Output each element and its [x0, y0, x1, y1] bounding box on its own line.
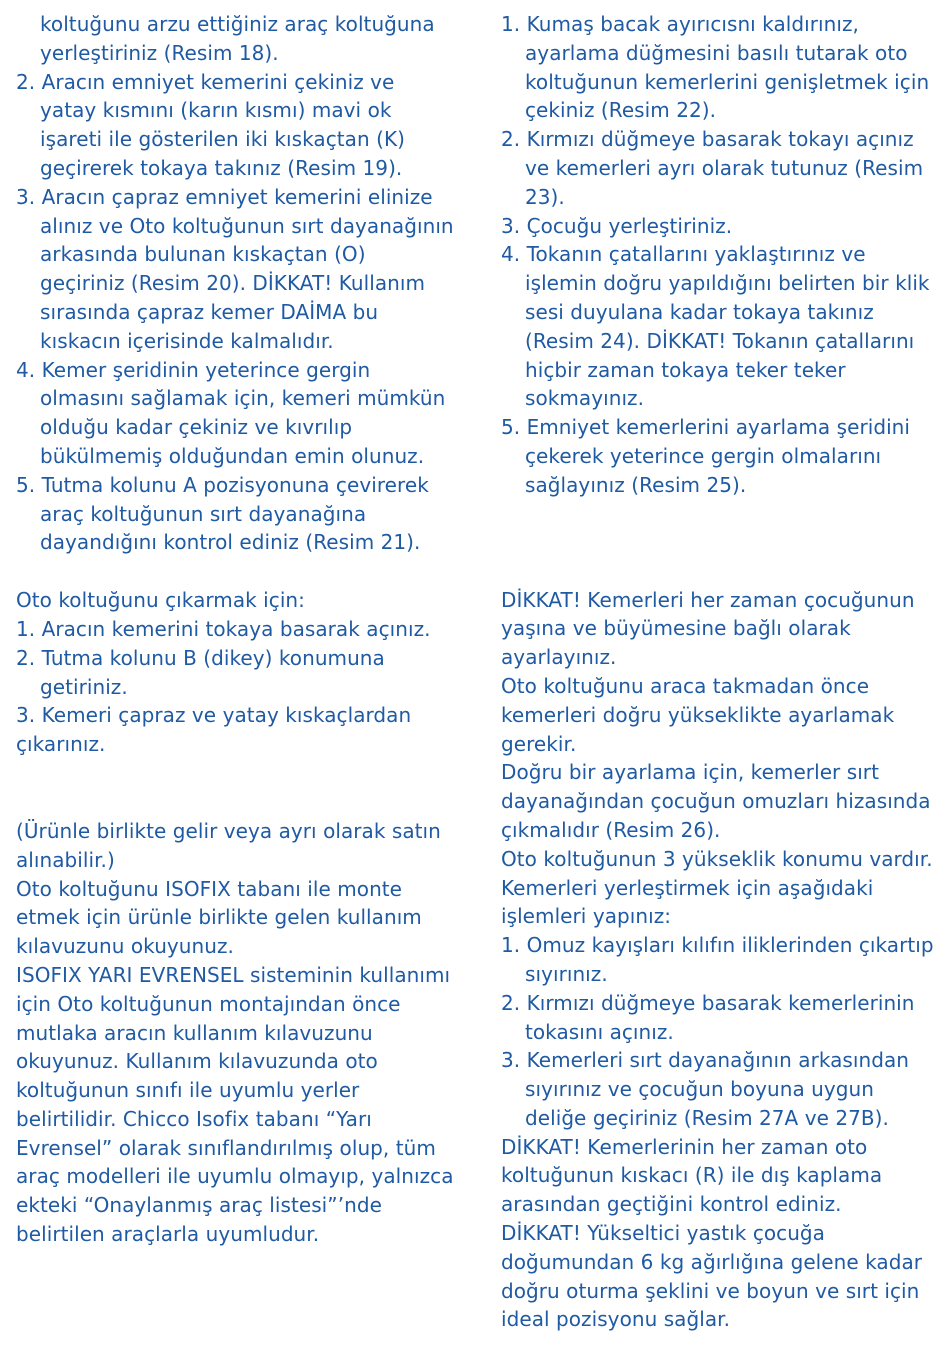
left-column [16, 10, 456, 1249]
list-item: 1. Aracın kemerini tokaya basarak açınız. [16, 616, 431, 641]
warning-paragraph: DİKKAT! Kemerlerinin her zaman oto koltuğunun kıskacı (R) ile dış kaplama arasından geçtiğini kontrol ediniz. [501, 1134, 883, 1217]
paragraph: Oto koltuğunu ISOFIX tabanı ile monte etmek için ürünle birlikte gelen kullanım kılavuzunu okuyunuz. [16, 876, 422, 959]
paragraph: DİKKAT! Kemerleri her zaman çocuğunun yaşına ve büyümesine bağlı olarak ayarlayınız. [501, 587, 915, 670]
list-item: 5. Tutma kolunu A pozisyonuna çevirerek araç koltuğunun sırt dayanağına dayandığını kontrol ediniz (Resim 21). [16, 472, 429, 555]
list-item: 2. Kırmızı düğmeye basarak kemerlerinin tokasını açınız. [501, 990, 915, 1044]
paragraph: (Ürünle birlikte gelir veya ayrı olarak satın alınabilir.) [16, 818, 441, 872]
list-item: 2. Tutma kolunu B (dikey) konumuna getiriniz. [16, 645, 385, 699]
paragraph: Doğru bir ayarlama için, kemerler sırt dayanağından çocuğun omuzları hizasında çıkmalıdır (Resim 26). [501, 760, 931, 842]
list-item: koltuğunu arzu ettiğiniz araç koltuğuna yerleştiriniz (Resim 18). [40, 12, 435, 65]
list-item: 1. Omuz kayışları kılıfın iliklerinden çıkartıp sıyırınız. [501, 933, 934, 986]
list-item: 4. Tokanın çatallarını yaklaştırınız ve işlemin doğru yapıldığını belirten bir klik sesi duyulana kadar tokaya takınız (Resim 24). DİKKAT! Tokanın çatallarını hiçbir zaman tokaya teker teker sokmayınız. [501, 242, 930, 411]
list-item: 5. Emniyet kemerlerini ayarlama şeridini çekerek yeterince gergin olmalarını sağlayınız (Resim 25). [501, 415, 911, 497]
list-item: 2. Aracın emniyet kemerini çekiniz ve yatay kısmını (karın kısmı) mavi ok işareti ile gösterilen iki kıskaçtan (K) geçirerek tokaya takınız (Resim 19). [16, 69, 405, 180]
left-isofix-section [16, 817, 456, 1249]
list-item: 2. Kırmızı düğmeye basarak tokayı açınız ve kemerleri ayrı olarak tutunuz (Resim 23). [501, 127, 924, 209]
section-heading: Oto koltuğunu çıkarmak için: [16, 588, 305, 613]
list-item: 3. Kemeri çapraz ve yatay kıskaçlardan çıkarınız. [16, 703, 412, 757]
right-child-steps [501, 10, 939, 500]
left-install-steps [16, 10, 456, 557]
right-column [501, 10, 939, 1334]
paragraph: Oto koltuğunu araca takmadan önce kemerleri doğru yükseklikte ayarlamak gerekir. [501, 673, 895, 756]
right-adjust-section [501, 586, 939, 1335]
paragraph: Oto koltuğunun 3 yükseklik konumu vardır. [501, 846, 933, 871]
paragraph: ISOFIX YARI EVRENSEL sisteminin kullanımı için Oto koltuğunun montajından önce mutlaka aracın kullanım kılavuzunu okuyunuz. Kullanım kılavuzunda oto koltuğunun sınıfı ile uyumlu yerler belirtilidir. Chicco Isofix tabanı “Yarı Evrensel” olarak sınıflandırılmış olup, tüm araç modelleri ile uyumlu olmayıp, yalnızca ekteki “Onaylanmış araç listesi”’nde belirtilen araçlarla uyumludur. [16, 962, 454, 1247]
left-remove-section [16, 586, 456, 759]
list-item: 3. Kemerleri sırt dayanağının arkasından sıyırınız ve çocuğun boyuna uygun deliğe geçiriniz (Resim 27A ve 27B). [501, 1048, 910, 1130]
warning-paragraph: DİKKAT! Yükseltici yastık çocuğa doğumundan 6 kg ağırlığına gelene kadar doğru oturma şeklini ve boyun ve sırt için ideal pozisyonu sağlar. [501, 1221, 923, 1332]
list-item: 3. Çocuğu yerleştiriniz. [501, 213, 733, 238]
paragraph: Kemerleri yerleştirmek için aşağıdaki işlemleri yapınız: [501, 875, 874, 929]
list-item: 1. Kumaş bacak ayırıcısnı kaldırınız, ayarlama düğmesini basılı tutarak oto koltuğunun kemerlerini genişletmek için çekiniz (Resim 22). [501, 12, 930, 123]
list-item: 4. Kemer şeridinin yeterince gergin olmasını sağlamak için, kemeri mümkün olduğu kadar çekiniz ve kıvrılıp bükülmemiş olduğundan emin olunuz. [16, 357, 446, 468]
list-item: 3. Aracın çapraz emniyet kemerini elinize alınız ve Oto koltuğunun sırt dayanağının arkasında bulunan kıskaçtan (O) geçiriniz (Resim 20). DİKKAT! Kullanım sırasında çapraz kemer DAİMA bu kıskacın içerisinde kalmalıdır. [16, 184, 454, 353]
